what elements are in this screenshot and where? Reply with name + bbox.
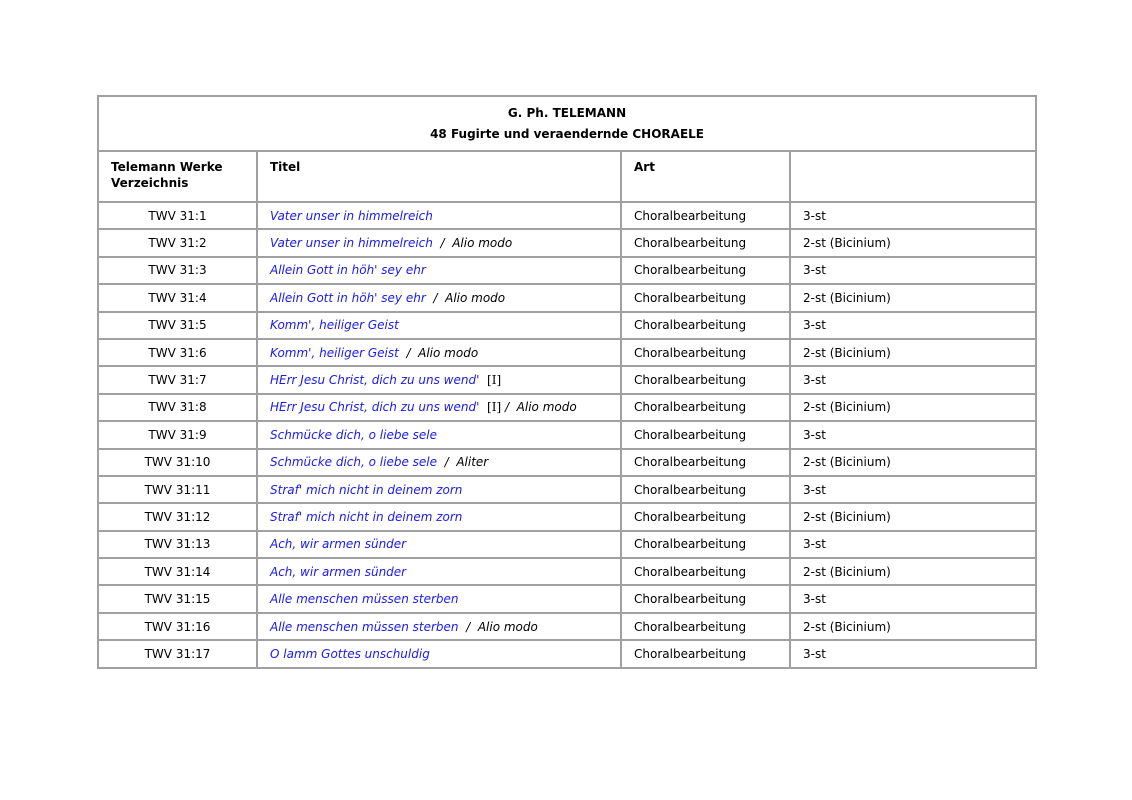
besetzung-cell: 2-st (Bicinium) [790,229,1036,256]
table-row [98,394,1036,421]
chorale-title-link[interactable]: Alle menschen müssen sterben [270,619,459,634]
titel-cell [257,421,621,448]
title-row [98,96,1036,151]
table-row [98,640,1036,667]
table-row [98,558,1036,585]
twv-number: TWV 31:8 [98,394,257,421]
header-twv-line-2: Verzeichnis [111,176,189,190]
titel-cell [257,503,621,530]
chorale-title-link[interactable]: Komm', heiliger Geist [270,345,399,360]
titel-cell [257,202,621,229]
besetzung-cell: 2-st (Bicinium) [790,394,1036,421]
variant-separator: / [433,290,438,305]
table-row [98,449,1036,476]
chorale-title-link[interactable]: Allein Gott in höh' sey ehr [270,263,426,278]
besetzung-cell: 3-st [790,257,1036,284]
art-cell: Choralbearbeitung [621,284,790,311]
twv-number: TWV 31:2 [98,229,257,256]
chorale-title-link[interactable]: Komm', heiliger Geist [270,318,399,333]
variant-separator: / [440,236,445,251]
twv-number: TWV 31:1 [98,202,257,229]
titel-cell [257,585,621,612]
document-page [97,95,1035,669]
variant-label: Alio modo [477,619,538,634]
chorale-title-link[interactable]: Straf' mich nicht in deinem zorn [270,482,463,497]
besetzung-cell: 2-st (Bicinium) [790,339,1036,366]
titel-cell [257,284,621,311]
besetzung-cell: 2-st (Bicinium) [790,613,1036,640]
chorale-title-link[interactable]: Alle menschen müssen sterben [270,592,459,607]
twv-number: TWV 31:3 [98,257,257,284]
variant-label: Aliter [456,455,489,470]
table-row [98,284,1036,311]
art-cell: Choralbearbeitung [621,257,790,284]
document-title: G. Ph. TELEMANN [507,105,627,120]
besetzung-cell: 3-st [790,640,1036,667]
variant-label: Alio modo [445,290,506,305]
header-twv [98,151,257,202]
chorale-title-link[interactable]: Vater unser in himmelreich [270,208,433,223]
table-row [98,503,1036,530]
besetzung-cell: 2-st (Bicinium) [790,449,1036,476]
chorale-title-link[interactable]: Schmücke dich, o liebe sele [270,455,438,470]
titel-cell [257,257,621,284]
header-titel: Titel [257,151,621,202]
twv-number: TWV 31:13 [98,531,257,558]
chorale-title-link[interactable]: Straf' mich nicht in deinem zorn [270,509,463,524]
chorale-title-link[interactable]: HErr Jesu Christ, dich zu uns wend' [270,373,480,388]
document-subtitle: 48 Fugirte und veraendernde CHORAELE [430,126,704,141]
besetzung-cell: 3-st [790,366,1036,393]
table-row [98,339,1036,366]
header-art: Art [621,151,790,202]
variant-separator: / [466,619,471,634]
variant-label: Alio modo [516,400,577,415]
titel-cell [257,366,621,393]
art-cell: Choralbearbeitung [621,476,790,503]
art-cell: Choralbearbeitung [621,202,790,229]
titel-cell [257,558,621,585]
twv-number: TWV 31:16 [98,613,257,640]
variant-label: Alio modo [452,236,513,251]
chorale-title-link[interactable]: Ach, wir armen sünder [270,537,407,552]
art-cell: Choralbearbeitung [621,640,790,667]
twv-number: TWV 31:7 [98,366,257,393]
table-row [98,476,1036,503]
chorale-table [97,95,1037,669]
art-cell: Choralbearbeitung [621,394,790,421]
besetzung-cell: 2-st (Bicinium) [790,503,1036,530]
titel-cell [257,640,621,667]
titel-cell [257,394,621,421]
art-cell: Choralbearbeitung [621,449,790,476]
variant-separator: / [504,400,510,415]
table-row [98,366,1036,393]
art-cell: Choralbearbeitung [621,366,790,393]
table-row [98,531,1036,558]
twv-number: TWV 31:12 [98,503,257,530]
twv-number: TWV 31:5 [98,312,257,339]
variant-label: Alio modo [418,345,479,360]
table-row [98,421,1036,448]
table-row [98,585,1036,612]
chorale-title-link[interactable]: Ach, wir armen sünder [270,564,407,579]
header-twv-line-1: Telemann Werke [111,160,223,174]
besetzung-cell: 3-st [790,585,1036,612]
twv-number: TWV 31:10 [98,449,257,476]
table-row [98,229,1036,256]
titel-cell [257,229,621,256]
besetzung-cell: 3-st [790,202,1036,229]
twv-number: TWV 31:14 [98,558,257,585]
besetzung-cell: 3-st [790,531,1036,558]
art-cell: Choralbearbeitung [621,503,790,530]
header-row [98,151,1036,202]
chorale-title-link[interactable]: Allein Gott in höh' sey ehr [270,290,426,305]
twv-number: TWV 31:9 [98,421,257,448]
titel-cell [257,531,621,558]
titel-cell [257,449,621,476]
twv-number: TWV 31:11 [98,476,257,503]
twv-number: TWV 31:4 [98,284,257,311]
twv-number: TWV 31:17 [98,640,257,667]
variant-separator: / [444,455,449,470]
title-cell [98,96,1036,151]
besetzung-cell: 2-st (Bicinium) [790,284,1036,311]
table-row [98,312,1036,339]
table-row [98,613,1036,640]
chorale-title-link[interactable]: Schmücke dich, o liebe sele [270,427,438,442]
besetzung-cell: 3-st [790,421,1036,448]
art-cell: Choralbearbeitung [621,312,790,339]
besetzung-cell: 2-st (Bicinium) [790,558,1036,585]
art-cell: Choralbearbeitung [621,229,790,256]
twv-number: TWV 31:6 [98,339,257,366]
titel-cell [257,312,621,339]
art-cell: Choralbearbeitung [621,558,790,585]
besetzung-cell: 3-st [790,312,1036,339]
titel-cell [257,613,621,640]
besetzung-cell: 3-st [790,476,1036,503]
art-cell: Choralbearbeitung [621,421,790,448]
chorale-title-link[interactable]: O lamm Gottes unschuldig [270,646,430,661]
chorale-title-link[interactable]: Vater unser in himmelreich [270,236,433,251]
titel-cell [257,476,621,503]
twv-number: TWV 31:15 [98,585,257,612]
part-marker: [I] [487,373,502,388]
table-row [98,202,1036,229]
titel-cell [257,339,621,366]
art-cell: Choralbearbeitung [621,531,790,558]
art-cell: Choralbearbeitung [621,585,790,612]
part-marker: [I] [487,400,502,415]
art-cell: Choralbearbeitung [621,339,790,366]
art-cell: Choralbearbeitung [621,613,790,640]
chorale-title-link[interactable]: HErr Jesu Christ, dich zu uns wend' [270,400,480,415]
variant-separator: / [406,345,411,360]
header-besetzung [790,151,1036,202]
table-row [98,257,1036,284]
